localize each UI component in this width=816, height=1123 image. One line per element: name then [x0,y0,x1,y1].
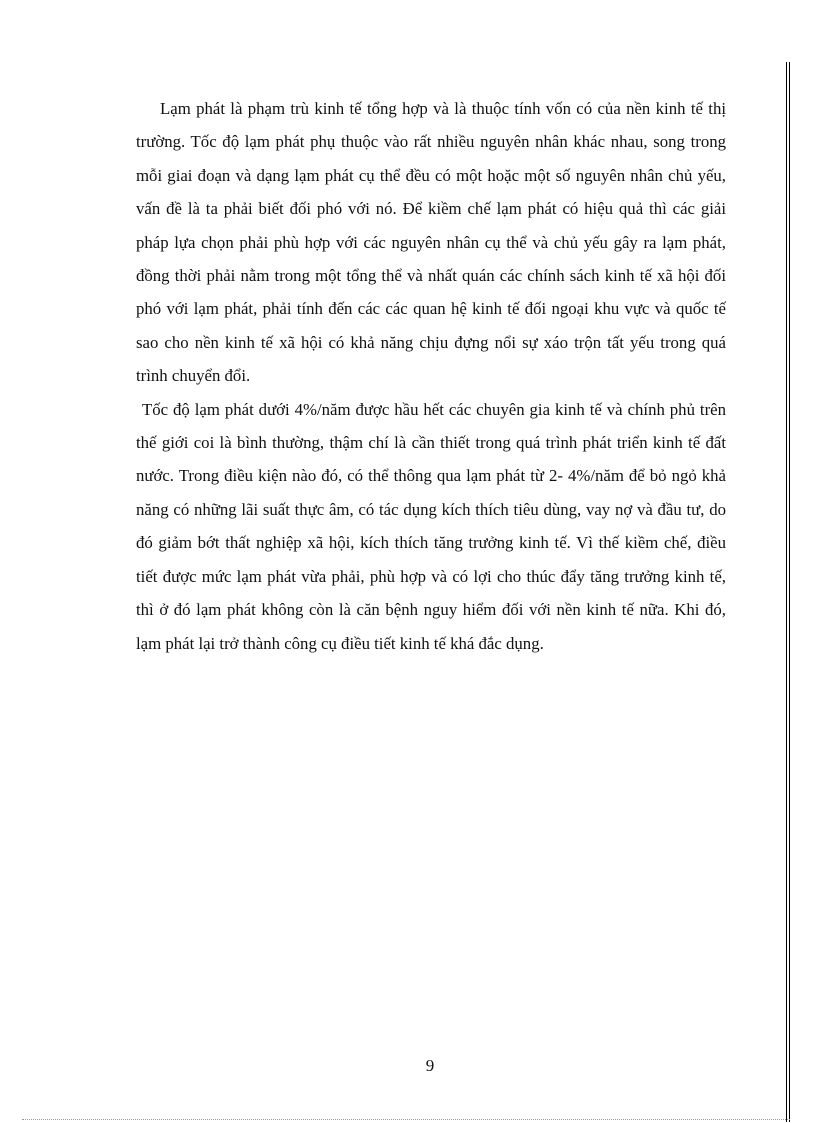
body-text [136,92,726,660]
paragraph-2: Tốc độ lạm phát dưới 4%/năm được hầu hết các chuyên gia kinh tế và chính phủ trên thế giới coi là bình thường, thậm chí là cần thiết trong quá trình phát triển kinh tế đất nước. Trong điều kiện nào đó, có thể thông qua lạm phát từ 2- 4%/năm để bỏ ngỏ khả năng có những lãi suất thực âm, có tác dụng kích thích tiêu dùng, vay nợ và đầu tư, do đó giảm bớt thất nghiệp xã hội, kích thích tăng trưởng kinh tế. Vì thế kiềm chế, điều tiết được mức lạm phát vừa phải, phù hợp và có lợi cho thúc đẩy tăng trưởng kinh tế, thì ở đó lạm phát không còn là căn bệnh nguy hiểm đối với nền kinh tế nữa. Khi đó, lạm phát lại trở thành công cụ điều tiết kinh tế khá đắc dụng. [136,399,726,653]
page-border-right [786,62,790,1122]
page-bottom-dotted-line [22,1119,790,1120]
paragraph-1: Lạm phát là phạm trù kinh tế tổng hợp và là thuộc tính vốn có của nền kinh tế thị trường. Tốc độ lạm phát phụ thuộc vào rất nhiều nguyên nhân khác nhau, song trong mỗi giai đoạn và dạng lạm phát cụ thể đều có một hoặc một số nguyên nhân chủ yếu, vấn đề là ta phải biết đối phó với nó. Để kiềm chế lạm phát có hiệu quả thì các giải pháp lựa chọn phải phù hợp với các nguyên nhân cụ thể và chủ yếu gây ra lạm phát, đồng thời phải nằm trong một tổng thể và nhất quán các chính sách kinh tế xã hội đối phó với lạm phát, phải tính đến các các quan hệ kinh tế đối ngoại khu vực và quốc tế sao cho nền kinh tế xã hội có khả năng chịu đựng nổi sự xáo trộn tất yếu trong quá trình chuyển đổi. [136,99,726,386]
page-number: 9 [425,1056,435,1075]
